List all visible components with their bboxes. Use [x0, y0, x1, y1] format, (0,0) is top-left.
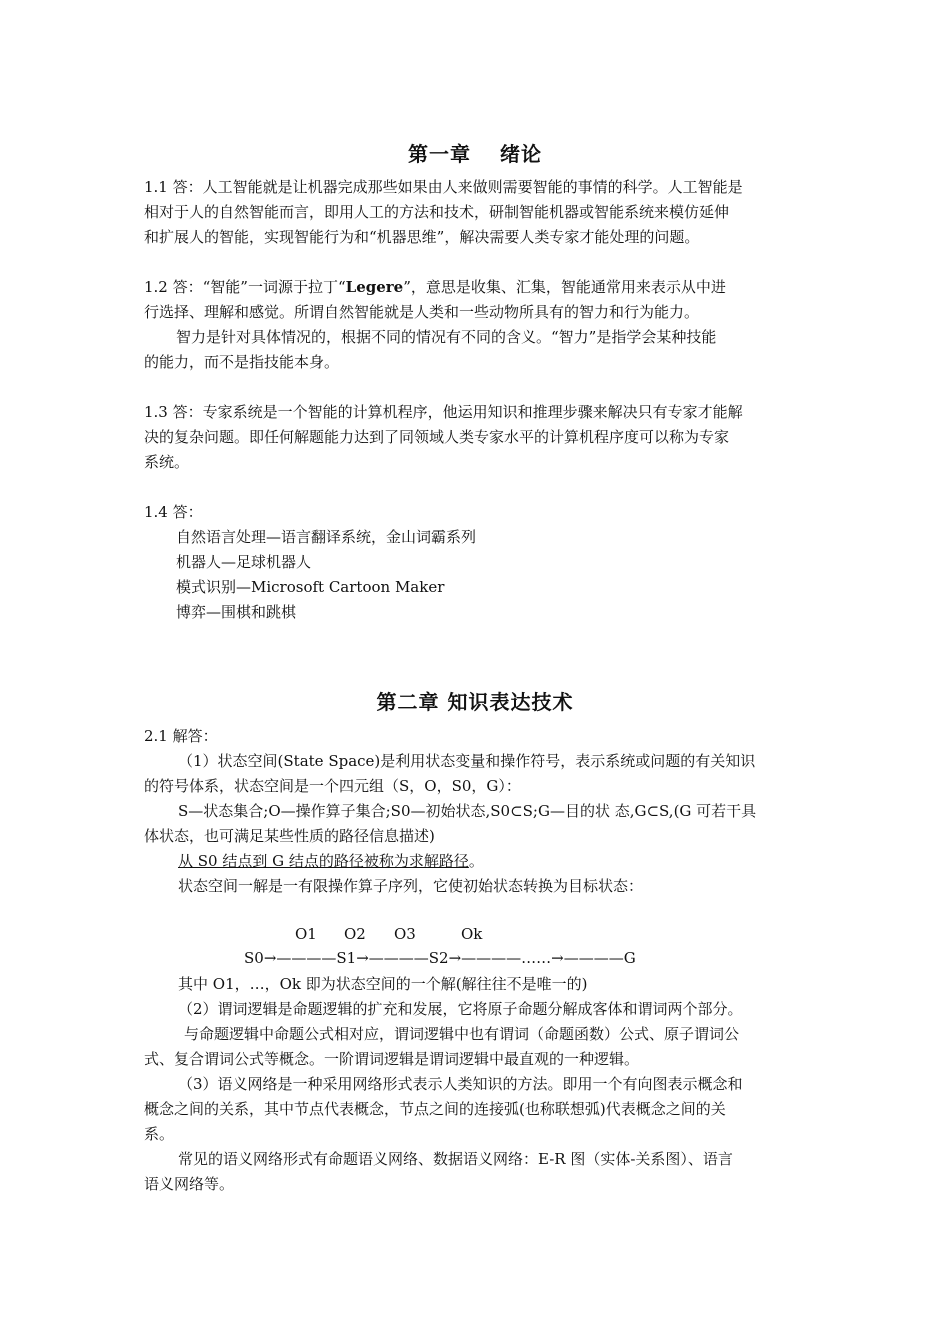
period: 。 [468, 852, 484, 870]
answer-1-2-line: 智力是针对具体情况的，根据不同的情况有不同的含义。“智力”是指学会某种技能 [176, 328, 717, 346]
paragraph-line: 状态空间一解是一有限操作算子序列，它使初始状态转换为目标状态： [178, 877, 644, 895]
underlined-text: 从 S0 结点到 G 结点的路径被称为求解路径 [178, 852, 469, 870]
solution-path-line [178, 851, 484, 871]
answer-1-2-suffix: ”，意思是收集、汇集，智能通常用来表示从中进 [403, 278, 726, 296]
answer-1-2-line: 的能力，而不是指技能本身。 [144, 353, 340, 371]
operator-label: O3 [394, 925, 416, 943]
paragraph-line: 概念之间的关系，其中节点代表概念，节点之间的连接弧(也称联想弧)代表概念之间的关 [144, 1100, 726, 1118]
answer-1-2-line: 行选择、理解和感觉。所谓自然智能就是人类和一些动物所具有的智力和行为能力。 [144, 303, 700, 321]
paragraph-line: 常见的语义网络形式有命题语义网络、数据语义网络：E-R 图（实体-关系图）、语言 [178, 1150, 733, 1168]
paragraph-line: 语义网络等。 [144, 1175, 235, 1193]
answer-1-3-line: 1.3 答：专家系统是一个智能的计算机程序，他运用知识和推理步骤来解决只有专家才能解 [144, 403, 743, 421]
paragraph-line: （2）谓词逻辑是命题逻辑的扩充和发展，它将原子命题分解成客体和谓词两个部分。 [178, 1000, 743, 1018]
answer-1-1-line: 和扩展人的智能，实现智能行为和“机器思维”，解决需要人类专家才能处理的问题。 [144, 228, 700, 246]
paragraph-line: 的符号体系，状态空间是一个四元组（S，O，S0，G）： [144, 777, 521, 795]
answer-1-1-line: 相对于人的自然智能而言，即用人工的方法和技术，研制智能机器或智能系统来模仿延伸 [144, 203, 730, 221]
operator-label: O2 [344, 925, 366, 943]
answer-1-1-line: 1.1 答：人工智能就是让机器完成那些如果由人来做则需要智能的事情的科学。人工智能是 [144, 178, 743, 196]
paragraph-line: （3）语义网络是一种采用网络形式表示人类知识的方法。即用一个有向图表示概念和 [178, 1075, 743, 1093]
paragraph-line: 系。 [144, 1125, 175, 1143]
list-item: 模式识别—Microsoft Cartoon Maker [176, 578, 445, 596]
list-item: 博弈—围棋和跳棋 [176, 603, 297, 621]
answer-2-1-head: 2.1 解答： [144, 727, 218, 745]
paragraph-line: 式、复合谓词公式等概念。一阶谓词逻辑是谓词逻辑中最直观的一种逻辑。 [144, 1050, 640, 1068]
list-item: 机器人—足球机器人 [176, 553, 312, 571]
state-transition-chain: S0→————S1→————S2→————……→————G [244, 949, 636, 967]
operator-label: O1 [295, 925, 317, 943]
answer-1-3-line: 系统。 [144, 453, 190, 471]
paragraph-line: 其中 O1，…，Ok 即为状态空间的一个解(解往往不是唯一的) [178, 975, 588, 993]
operator-label: Ok [461, 925, 483, 943]
chapter-2-title: 第二章 知识表达技术 [376, 690, 574, 714]
latin-word: Legere [345, 278, 404, 296]
paragraph-line: 体状态，也可满足某些性质的路径信息描述) [144, 827, 435, 845]
answer-1-2-first-line [144, 277, 726, 297]
paragraph-line: （1）状态空间(State Space)是利用状态变量和操作符号，表示系统或问题的有关知识 [178, 752, 756, 770]
paragraph-line: 与命题逻辑中命题公式相对应，谓词逻辑中也有谓词（命题函数）公式、原子谓词公 [184, 1025, 740, 1043]
list-item: 自然语言处理—语言翻译系统，金山词霸系列 [176, 528, 477, 546]
paragraph-line: S—状态集合;O—操作算子集合;S0—初始状态,S0⊂S;G—目的状 态,G⊂S,(G 可若干具 [178, 802, 757, 820]
answer-1-2-prefix: 1.2 答：“智能”一词源于拉丁“ [144, 278, 346, 296]
answer-1-3-line: 决的复杂问题。即任何解题能力达到了同领域人类专家水平的计算机程序度可以称为专家 [144, 428, 730, 446]
chapter-1-title: 第一章 绪论 [408, 142, 542, 166]
answer-1-4-head: 1.4 答： [144, 503, 203, 521]
